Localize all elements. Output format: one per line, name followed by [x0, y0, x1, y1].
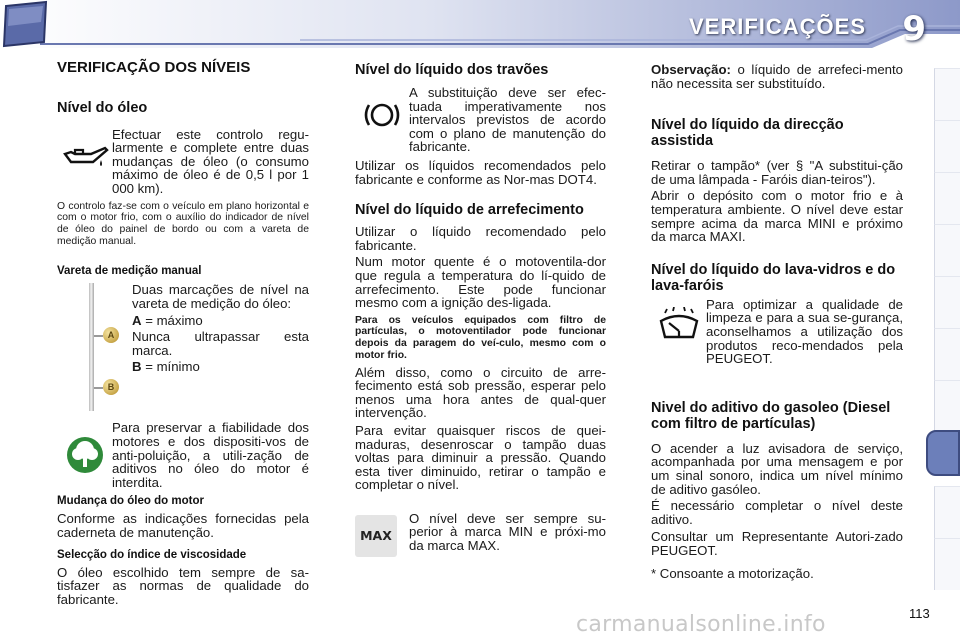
- washer-block: [651, 298, 903, 366]
- page-title: VERIFICAÇÕES: [688, 14, 866, 39]
- eco-text: Para preservar a fiabilidade dos motores e dos dispositi-vos de anti-poluição, a utili-zação de aditivos no óleo do motor é interdita.: [112, 420, 309, 490]
- washer-text: Para optimizar a qualidade de limpeza e para a sua se-gurança, aconselhamos a utilização dos produtos reco-mendados pela PEUGEOT.: [706, 296, 903, 367]
- max-warning: Nunca ultrapassar esta marca.: [132, 329, 309, 358]
- chapter-number: 9: [902, 9, 926, 49]
- footnote: * Consoante a motorização.: [651, 566, 814, 582]
- chapter-tab[interactable]: [934, 224, 960, 276]
- chapter-tab[interactable]: [934, 538, 960, 590]
- dipstick-rod: [89, 283, 94, 411]
- oil-level-note: O controlo faz-se com o veículo em plano horizontal e com o motor frio, com o auxílio do indicador de nível de óleo do painel de bordo ou com a vareta de medição manual.: [57, 200, 309, 247]
- brake-block: [355, 86, 606, 154]
- chapter-tab[interactable]: [934, 380, 960, 432]
- coolant-text-4: Para evitar quaisquer riscos de quei-maduras, desenroscar o tampão duas voltas para diminuir a pressão. Quando esta tiver diminuido, retirar o tampão e completar o nível.: [355, 422, 606, 493]
- brake-text-2: Utilizar os líquidos recomendados pelo fabricante e conforme as Nor-mas DOT4.: [355, 157, 606, 187]
- coolant-text-1: Utilizar o líquido recomendado pelo fabricante.: [355, 224, 606, 253]
- chapter-tab[interactable]: [934, 120, 960, 172]
- chapter-badge-icon: [0, 0, 50, 48]
- chapter-tab[interactable]: [934, 276, 960, 328]
- active-chapter-tab[interactable]: [926, 430, 960, 476]
- steering-text-2: Abrir o depósito com o motor frio e à temperatura ambiente. O nível deve estar sempre acima da marca MINI e próximo da marca MAXI.: [651, 188, 903, 245]
- dipstick-mark-b: B: [103, 379, 119, 395]
- washer-fluid-heading: Nível do líquido do lava-vidros e do lava-faróis: [651, 261, 896, 294]
- oil-change-text: Conforme as indicações fornecidas pela caderneta de manutenção.: [57, 511, 309, 540]
- diesel-additive-heading: Nivel do aditivo do gasoleo (Diesel com filtro de partículas): [651, 399, 891, 432]
- max-level-text: O nível deve ser sempre su-perior à marca MIN e próxi-mo da marca MAX.: [409, 510, 606, 554]
- diesel-text-1: O acender a luz avisadora de serviço, acompanhada por uma mensagem e por um sinal sonoro, indica um nível mínimo de aditivo gasóleo.: [651, 440, 903, 497]
- chapter-tab[interactable]: [934, 172, 960, 224]
- tree-icon: [57, 421, 112, 489]
- oil-level-text: Efectuar este controlo regu-larmente e complete entre duas mudanças de óleo (o consumo máximo de óleo é de 0,5 l por 1 000 km).: [112, 126, 309, 196]
- coolant-heading: Nível do líquido de arrefecimento: [355, 202, 584, 219]
- oil-level-heading: Nível do óleo: [57, 99, 148, 116]
- max-badge-icon: MAX: [355, 515, 397, 557]
- viscosity-text: O óleo escolhido tem sempre de sa-tisfazer as normas de qualidade do fabricante.: [57, 564, 309, 607]
- diesel-text-2: É necessário completar o nível deste aditivo.: [651, 498, 903, 527]
- mark-b-text: = mínimo: [145, 359, 200, 375]
- mark-a-letter: A: [132, 312, 142, 328]
- mark-a-line: [132, 314, 309, 328]
- max-badge-box: [355, 512, 409, 560]
- dipstick-heading: Vareta de medição manual: [57, 265, 202, 278]
- dipstick-tick-b: [94, 387, 103, 389]
- max-level-block: [355, 512, 606, 560]
- coolant-text-2: Num motor quente é o motoventila-dor que regula a temperatura do lí-quido de arrefecimento. Este pode funcionar mesmo com a ignição des-ligada.: [355, 254, 606, 311]
- mark-a-text: = máximo: [145, 312, 203, 328]
- section-heading-levels: VERIFICAÇÃO DOS NÍVEIS: [57, 59, 251, 76]
- coolant-text-3: Além disso, como o circuito de arre-fecimento está sob pressão, esperar pelo menos uma hora antes de qual-quer intervenção.: [355, 364, 606, 421]
- watermark: carmanualsonline.info: [576, 612, 826, 637]
- dipstick-tick-a: [94, 335, 103, 337]
- observation-note: [651, 63, 903, 90]
- dipstick-illustration: [57, 283, 132, 413]
- windscreen-washer-icon: [651, 298, 706, 350]
- dipstick-mark-a: A: [103, 327, 119, 343]
- diesel-text-3: Consultar um Representante Autori-zado PEUGEOT.: [651, 529, 903, 558]
- column-middle: [355, 58, 606, 560]
- brake-warning-icon: [355, 86, 409, 144]
- column-left: [57, 58, 309, 606]
- coolant-bold-note: Para os veículos equipados com filtro de partículas, o motoventilador pode funcionar depois da paragem do veí-culo, mesmo com o motor frio.: [355, 314, 606, 361]
- chapter-tab[interactable]: [934, 486, 960, 538]
- chapter-tab-strip: [930, 68, 960, 588]
- observation-label: Observação:: [651, 62, 731, 77]
- column-right: [651, 58, 903, 581]
- eco-block: [57, 421, 309, 489]
- brake-fluid-heading: Nível do líquido dos travões: [355, 62, 549, 78]
- oil-level-block: [57, 128, 309, 196]
- header-band: [0, 0, 960, 52]
- brake-text: A substituição deve ser efec-tuada imperativamente nos intervalos previstos de acordo com o plano de manutenção do fabricante.: [409, 85, 606, 155]
- viscosity-heading: Selecção do índice de viscosidade: [57, 548, 247, 561]
- page-number: 113: [909, 606, 930, 621]
- mark-b-letter: B: [132, 359, 142, 375]
- dipstick-text: [132, 283, 309, 374]
- dipstick-intro: Duas marcações de nível na vareta de medição do óleo:: [132, 282, 309, 311]
- chapter-tab[interactable]: [934, 328, 960, 380]
- chapter-tab[interactable]: [934, 68, 960, 120]
- dipstick-block: [57, 283, 309, 413]
- steering-fluid-heading: Nível do líquido da direcção assistida: [651, 117, 844, 150]
- oil-can-icon: [57, 128, 112, 188]
- steering-text-1: Retirar o tampão* (ver § "A substitui-ção de uma lâmpada - Faróis dian-teiros").: [651, 158, 903, 187]
- mark-b-line: [132, 360, 309, 374]
- oil-change-heading: Mudança do óleo do motor: [57, 495, 204, 508]
- observation-text: o líquido de arrefeci-mento não necessita ser substituído.: [651, 62, 903, 91]
